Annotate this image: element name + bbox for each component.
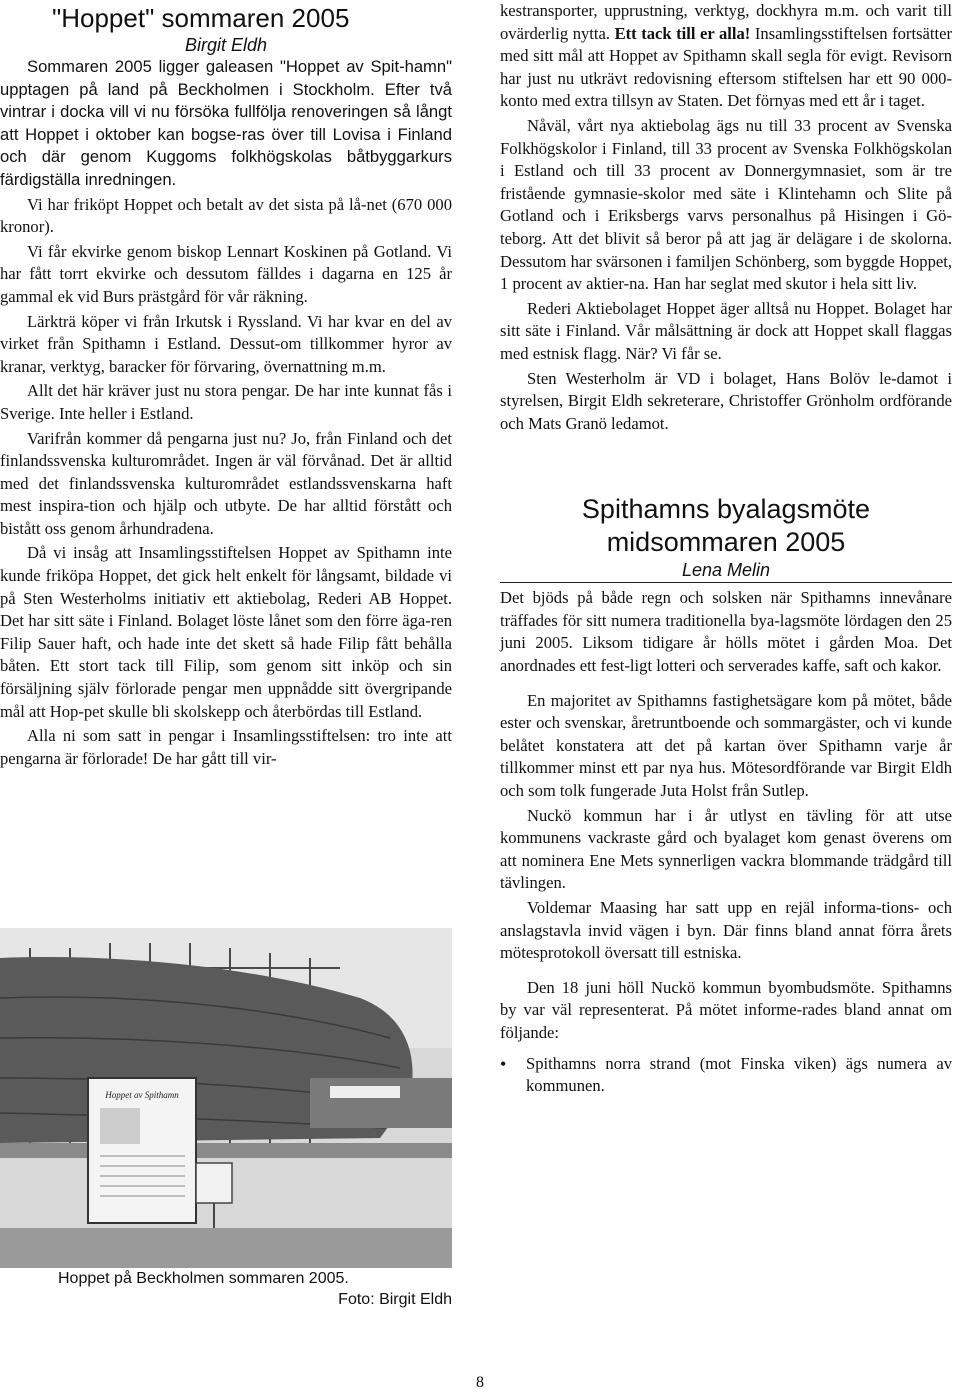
paragraph: Allt det här kräver just nu stora pengar. De har inte kunnat fås i Sverige. Inte heller i Estland. [0,381,452,423]
paragraph: Voldemar Maasing har satt upp en rejäl informa-tions- och anslagstavla invid vägen i byn. Där finns bland annat förra årets mötesprotokoll översatt till estniska. [500,898,952,963]
boat-photo-drawing [0,928,452,1268]
article-author-byalag: Lena Melin [681,560,771,581]
paragraph: Den 18 juni höll Nuckö kommun byombudsmöte. Spithamns by var väl representerat. På mötet informe-rades bland annat om följande: [500,977,952,1042]
paragraph: Sten Westerholm är VD i bolaget, Hans Bolöv le-damot i styrelsen, Birgit Eldh sekreterare, Christoffer Grönholm ordförande och Mats Granö ledamot. [500,368,952,433]
paragraph: Då vi insåg att Insamlingsstiftelsen Hoppet av Spithamn inte kunde friköpa Hoppet, det gick helt enkelt för långsamt, bildade vi på Sten Westerholms initiativ ett aktiebolag, Rederi AB Hoppet. Det har sitt säte i Finland. Bolaget löste lånet som den förre äga-ren Filip Sauer haft, och hade inte det skett så hade Filip fått behålla båten. Ett stort tack till Filip, som genom sitt inköp och sin försäljning själv förlorade pengar men uppnådde sitt övergripande mål att Hop-pet skulle bli skolskepp och återbördas till Estland. [0,543,452,721]
article-author-hoppet: Birgit Eldh [184,35,268,55]
caption-text: Hoppet på Beckholmen sommaren 2005. [58,1270,349,1287]
paragraph: Rederi Aktiebolaget Hoppet äger alltså nu Hoppet. Bolaget har sitt säte i Finland. Vår målsättning är dock att Hoppet skall flaggas med estnisk flagg. När? Vi får se. [500,298,952,363]
paragraph-continued: kestransporter, upprustning, verktyg, dockhyra m.m. och varit till ovärderlig nytta. Ett tack till er alla! Insamlingsstiftelsen fortsätter med sitt mål att Hoppet av Spithamn skall segla för evigt. Revisorn har just nu utkrävt redovisning eftersom stiftelsen har ett 90 000-konto med extra tillsyn av Staten. Det förnyas med ett år i taget. [500,1,953,111]
bullet-icon: • [500,1053,507,1074]
paragraph: Nuckö kommun har i år utlyst en tävling för att utse kommunens vackraste gård och byalaget kom genast överens om att nominera Ene Mets synnerligen vackra blommande trädgård till tävlingen. [500,805,952,893]
left-column [0,0,452,770]
paragraph: Det bjöds på både regn och solsken när Spithamns innevånare träffades för sitt numera traditionella bya-lagsmöte lördagen den 25 juni 2005. Liksom tidigare år hölls mötet i gården Moa. Det anordnades ett fest-ligt lotteri och serverades kaffe, saft och kakor. [500,588,952,676]
paragraph: Nåväl, vårt nya aktiebolag ägs nu till 33 procent av Svenska Folkhögskolor i Finland, till 33 procent av Svenska Folkhögskolan i Estland och till 33 procent av Donnergymnasiet, som är tre fristående gymnasie-skolor med säte i Klintehamn och Slite på Gotland och i Eriksbergs varvs personalhus på Hisingen i Gö-teborg. Att det blivit så beror på att jag är delägare i de skolorna. Dessutom har svärsonen i familjen Schönberg, som byggde Hoppet, 1 procent av aktier-na. Han har seglat med skutor i hela sitt liv. [500,115,952,294]
paragraph: En majoritet av Spithamns fastighetsägare kom på mötet, både ester och svenskar, åretruntboende och sommargäster, och vi kunde belåtet konstatera att det på kartan över Spithamn varje år tillkommer minst ett par nya hus. Mötesordförande var Birgit Eldh och som tolk fungerade Juta Holst från Sutlep. [500,690,952,801]
section-divider [500,582,952,583]
right-column [500,0,952,1098]
sign-title: Hoppet av Spithamn [105,1090,179,1100]
paragraph: Alla ni som satt in pengar i Insamlingsstiftelsen: tro inte att pengarna är förlorade! De har gått till vir- [0,726,452,768]
page-number: 8 [476,1374,484,1391]
article-intro: Sommaren 2005 ligger galeasen "Hoppet av Spit-hamn" upptagen på land på Beckholmen i Stockholm. Efter två vintrar i docka vill vi nu försöka fullfölja renoveringen så långt att Hoppet i oktober kan bogse-ras över till Lovisa i Finland och där genom Kuggoms folkhögskolas båtbyggarkurs färdigställa inredningen. [0,57,452,189]
paragraph: Lärkträ köper vi från Irkutsk i Ryssland. Vi har kvar en del av virket från Spithamn i Estland. Dessut-om tillkommer hyror av kranar, verktyg, baracker för förvaring, övernattning m.m. [0,311,452,376]
article-title-hoppet: "Hoppet" sommaren 2005 [52,3,350,33]
paragraph: Vi får ekvirke genom biskop Lennart Koskinen på Gotland. Vi har fått torrt ekvirke och dessutom fälldes i dagarna en 125 år gammal ek vid Burs prästgård för vår räkning. [0,241,452,306]
paragraph: Vi har friköpt Hoppet och betalt av det sista på lå-net (670 000 kronor). [0,194,452,237]
boat-photo [0,928,452,1268]
article-title-byalag-line1: Spithamns byalagsmöte [581,494,871,525]
list-item: • Spithamns norra strand (mot Finska viken) ägs numera av kommunen. [500,1053,952,1096]
photo-caption [0,1268,452,1310]
photo-credit: Foto: Birgit Eldh [338,1291,452,1308]
thanks-bold: Ett tack till er alla! [614,23,751,43]
article-title-byalag-line2: midsommaren 2005 [606,527,846,558]
paragraph: Varifrån kommer då pengarna just nu? Jo, från Finland och det finlandssvenska kulturområdet. Ingen är väl förvånad. Det är alltid med det finlandssvenska kulturområdet estlandssvenskarna haft mest inspira-tion och hjälp och utbyte. De har alltid förstått och bistått oss genom århundradena. [0,428,452,538]
